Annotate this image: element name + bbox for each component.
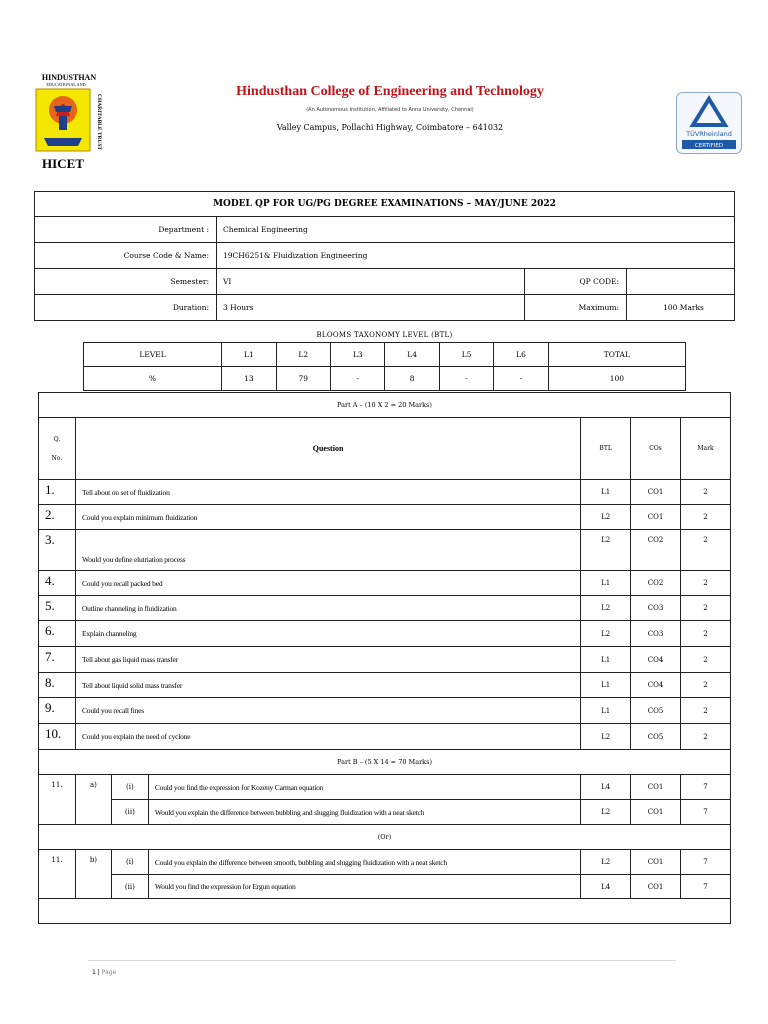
question-text: Outline channeling in fluidization: [75, 596, 580, 621]
question-number: 7.: [39, 647, 76, 673]
question-mark: 2: [681, 505, 731, 530]
question-mark: 7: [681, 875, 731, 899]
question-text: Could you recall packed bed: [75, 571, 580, 596]
question-btl: L1: [581, 673, 631, 698]
course-value: 19CH6251& Fluidization Engineering: [217, 243, 735, 269]
tuv-certified-logo: [676, 92, 742, 154]
qp-code-value: [627, 269, 735, 295]
btl-header-cell: TOTAL: [548, 343, 685, 367]
btl-header-row: [84, 343, 686, 367]
cos-header: COs: [631, 418, 681, 480]
question-co: CO1: [631, 480, 681, 505]
btl-value-cell: 79: [276, 367, 330, 391]
maximum-value: 100 Marks: [627, 295, 735, 321]
college-logo: [34, 72, 104, 170]
college-name: Hindusthan College of Engineering and Technology: [236, 84, 544, 99]
question-mark: 2: [681, 480, 731, 505]
btl-value-cell: 8: [385, 367, 439, 391]
duration-label: Duration:: [35, 295, 217, 321]
question-co: CO1: [631, 875, 681, 899]
question-btl: L4: [581, 875, 631, 899]
question-btl: L1: [581, 571, 631, 596]
question-number: 3.: [39, 530, 76, 571]
page-separator: |: [97, 969, 102, 976]
exam-title: MODEL QP FOR UG/PG DEGREE EXAMINATIONS – MAY/JUNE 2022: [35, 192, 735, 217]
question-co: CO3: [631, 621, 681, 647]
question-mark: 7: [681, 800, 731, 825]
btl-header-cell: L4: [385, 343, 439, 367]
btl-header-cell: L5: [439, 343, 493, 367]
question-header: Question: [75, 418, 580, 480]
question-number: 11.: [39, 850, 76, 899]
question-btl: L4: [581, 775, 631, 800]
question-btl: L2: [581, 596, 631, 621]
table-row: [39, 875, 731, 899]
question-mark: 2: [681, 571, 731, 596]
question-text: Could you explain the difference between smooth, bubbling and slugging fluidization with a neat sketch: [148, 850, 580, 875]
question-co: CO1: [631, 505, 681, 530]
table-row: [39, 647, 731, 673]
college-affiliation: (An Autonomous Institution, Affiliated to Anna University, Chennai): [306, 107, 474, 113]
question-co: CO3: [631, 596, 681, 621]
question-text: Would you define elutriation process: [75, 530, 580, 571]
btl-value-cell: -: [494, 367, 548, 391]
table-row: [39, 480, 731, 505]
semester-label: Semester:: [35, 269, 217, 295]
mark-header: Mark: [681, 418, 731, 480]
question-number: 1.: [39, 480, 76, 505]
question-btl: L2: [581, 530, 631, 571]
table-row: [39, 505, 731, 530]
table-row: [39, 850, 731, 875]
question-co: CO2: [631, 530, 681, 571]
question-number: 11.: [39, 775, 76, 825]
logo-bottom-text: HICET: [42, 156, 84, 170]
question-mark: 2: [681, 530, 731, 571]
footer-divider: [88, 960, 676, 961]
question-mark: 7: [681, 850, 731, 875]
table-row: [39, 775, 731, 800]
empty-cell: [39, 899, 731, 924]
question-number: 2.: [39, 505, 76, 530]
btl-value-cell: -: [331, 367, 385, 391]
btl-value-row: [84, 367, 686, 391]
part-b-title: Part B – (5 X 14 = 70 Marks): [39, 750, 731, 775]
question-text: Tell about on set of fluidization: [75, 480, 580, 505]
qp-code-label: QP CODE:: [525, 269, 627, 295]
question-text: Tell about liquid solid mass transfer: [75, 673, 580, 698]
question-mark: 2: [681, 698, 731, 724]
question-roman: (ii): [111, 800, 148, 825]
question-btl: L2: [581, 505, 631, 530]
questions-table: [38, 392, 731, 924]
or-separator: (Or): [39, 825, 731, 850]
table-row: [39, 724, 731, 750]
question-mark: 2: [681, 724, 731, 750]
duration-value: 3 Hours: [217, 295, 525, 321]
question-co: CO1: [631, 775, 681, 800]
question-text: Would you explain the difference between bubbling and slugging fluidization with a neat sketch: [148, 800, 580, 825]
semester-value: VI: [217, 269, 525, 295]
question-mark: 2: [681, 621, 731, 647]
question-text: Could you explain minimum fluidization: [75, 505, 580, 530]
department-value: Chemical Engineering: [217, 217, 735, 243]
question-co: CO4: [631, 673, 681, 698]
question-co: CO2: [631, 571, 681, 596]
question-btl: L2: [581, 850, 631, 875]
btl-table: [83, 342, 686, 391]
page-label: Page: [101, 969, 117, 976]
question-text: Would you find the expression for Ergun equation: [148, 875, 580, 899]
question-number: 9.: [39, 698, 76, 724]
question-mark: 2: [681, 647, 731, 673]
logo-top-text: HINDUSTHAN: [41, 73, 97, 82]
question-co: CO5: [631, 724, 681, 750]
question-number: 6.: [39, 621, 76, 647]
page-number: 1: [92, 969, 96, 976]
question-number: 5.: [39, 596, 76, 621]
logo-side-text: CHARITABLE TRUST: [96, 94, 102, 151]
question-co: CO5: [631, 698, 681, 724]
question-text: Tell about gas liquid mass transfer: [75, 647, 580, 673]
question-btl: L2: [581, 800, 631, 825]
question-roman: (i): [111, 775, 148, 800]
btl-header-cell: L3: [331, 343, 385, 367]
btl-value-cell: 100: [548, 367, 685, 391]
table-row: [39, 530, 731, 571]
question-number: 4.: [39, 571, 76, 596]
question-sub-label: b): [75, 850, 111, 899]
btl-header-cell: L2: [276, 343, 330, 367]
table-row: [39, 621, 731, 647]
table-row: [39, 571, 731, 596]
question-text: Explain channeling: [75, 621, 580, 647]
question-mark: 2: [681, 673, 731, 698]
exam-info-table: [34, 191, 735, 321]
maximum-label: Maximum:: [525, 295, 627, 321]
btl-header-cell: L6: [494, 343, 548, 367]
table-row: [39, 596, 731, 621]
empty-row: [39, 899, 731, 924]
btl-value-cell: 13: [222, 367, 276, 391]
question-co: CO1: [631, 800, 681, 825]
question-number: 8.: [39, 673, 76, 698]
logo-sub-text: EDUCATIONAL AND: [46, 82, 86, 87]
question-co: CO4: [631, 647, 681, 673]
tuv-badge-text: CERTIFIED: [694, 143, 724, 149]
question-btl: L1: [581, 647, 631, 673]
question-number: 10.: [39, 724, 76, 750]
question-text: Could you explain the need of cyclone: [75, 724, 580, 750]
question-text: Could you find the expression for Kozeny Carman equation: [148, 775, 580, 800]
question-btl: L1: [581, 698, 631, 724]
question-roman: (i): [111, 850, 148, 875]
tuv-brand-text: TÜVRheinland: [686, 130, 732, 138]
question-text: Could you recall fines: [75, 698, 580, 724]
btl-value-cell: %: [84, 367, 222, 391]
question-btl: L2: [581, 724, 631, 750]
page-footer: [92, 969, 116, 976]
course-label: Course Code & Name:: [35, 243, 217, 269]
question-mark: 2: [681, 596, 731, 621]
qno-header: [39, 418, 76, 480]
table-row: [39, 673, 731, 698]
qno-header-line1: Q.: [53, 435, 61, 443]
department-label: Department :: [35, 217, 217, 243]
qno-header-line2: No.: [51, 454, 63, 462]
btl-caption: BLOOMS TAXONOMY LEVEL (BTL): [316, 331, 453, 339]
table-row: [39, 800, 731, 825]
table-row: [39, 698, 731, 724]
part-a-title: Part A – (10 X 2 = 20 Marks): [39, 393, 731, 418]
question-mark: 7: [681, 775, 731, 800]
college-campus: Valley Campus, Pollachi Highway, Coimbatore – 641032: [276, 123, 504, 132]
question-sub-label: a): [75, 775, 111, 825]
btl-header: BTL: [581, 418, 631, 480]
btl-header-cell: LEVEL: [84, 343, 222, 367]
question-btl: L1: [581, 480, 631, 505]
question-btl: L2: [581, 621, 631, 647]
question-roman: (ii): [111, 875, 148, 899]
btl-header-cell: L1: [222, 343, 276, 367]
question-co: CO1: [631, 850, 681, 875]
btl-value-cell: -: [439, 367, 493, 391]
